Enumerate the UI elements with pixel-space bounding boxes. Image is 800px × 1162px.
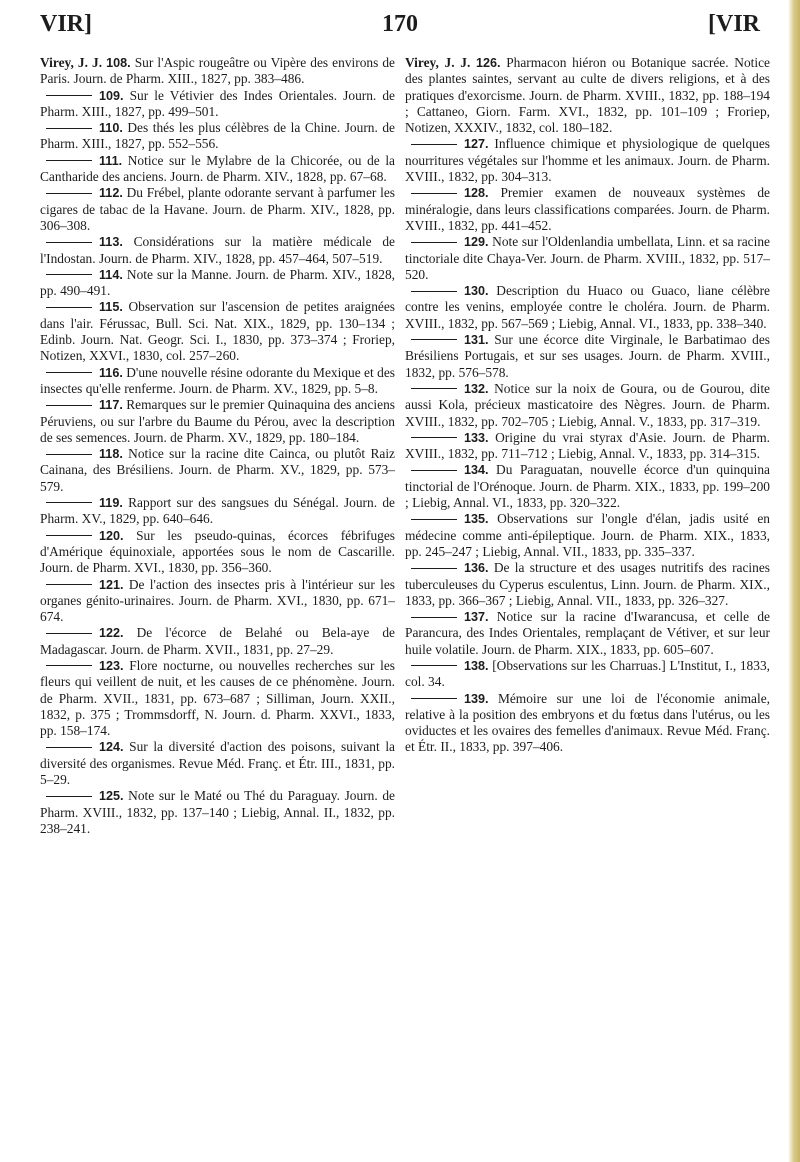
bibliography-entry [40, 577, 395, 626]
ditto-dash [46, 274, 92, 275]
entry-number: 112. [99, 186, 123, 201]
entry-text: Du Paraguatan, nouvelle écorce d'un quinquina tinctorial de l'Orénoque. Journ. de Pharm. XIX., 1833, pp. 199–200 ; Liebig, Annal. VI., 1833, pp. 320–322. [405, 462, 770, 511]
bibliography-entry [405, 283, 770, 332]
ditto-dash [46, 128, 92, 129]
bibliography-entry [40, 120, 395, 153]
entry-text: D'une nouvelle résine odorante du Mexique et des insectes qu'elle renferme. Journ. de Pharm. XV., 1829, pp. 5–8. [40, 364, 395, 396]
entry-number: 137. [464, 610, 489, 625]
entry-text: Flore nocturne, ou nouvelles recherches sur les fleurs qui veillent de nuit, et les causes de ce phénomène. Journ. de Pharm. XVII., 1831, pp. 673–687 ; Silliman, Journ. XXII., 1832, p. 375 ; Trommsdorff, N. Journ. d. Pharm. XXVI., 1833, pp. 158–174. [40, 657, 395, 739]
header-right: [VIR [708, 11, 760, 37]
entry-text: Sur une écorce dite Virginale, le Barbatimao des Brésiliens Portugais, et sur ses usages. Journ. de Pharm. XVIII., 1832, pp. 576–578. [405, 332, 770, 380]
entry-number: 125. [99, 789, 124, 804]
entry-author: Virey, J. J. [405, 55, 471, 70]
entry-number: 111. [99, 153, 123, 168]
entry-number: 117. [99, 398, 123, 413]
ditto-dash [46, 633, 92, 634]
entry-text: Considérations sur la matière médicale de l'Indostan. Journ. de Pharm. XIV., 1828, pp. 457–464, 507–519. [40, 234, 395, 266]
bibliography-entry [40, 528, 395, 577]
bibliography-entry [405, 55, 770, 136]
entry-number: 124. [99, 740, 124, 755]
bibliography-entry [405, 332, 770, 381]
ditto-dash [46, 747, 92, 748]
ditto-dash [46, 665, 92, 666]
ditto-dash [46, 372, 92, 373]
entry-number: 130. [464, 284, 489, 299]
bibliography-entry [40, 234, 395, 267]
entry-text: Observation sur l'ascension de petites araignées dans l'air. Férussac, Bull. Sci. Nat. XIX., 1829, pp. 130–134 ; Edinb. Journ. Nat. Geogr. Sci. I., 1830, pp. 373–374 ; Froriep, Notizen, XXVI., 1830, col. 257–260. [40, 299, 395, 364]
entry-text: Origine du vrai styrax d'Asie. Journ. de Pharm. XVIII., 1832, pp. 711–712 ; Liebig, Annal. V., 1833, pp. 314–315. [405, 429, 770, 462]
bibliography-entry [405, 234, 770, 283]
entry-text: Description du Huaco ou Guaco, liane célèbre contre les venins, employée contre le choléra. Journ. de Pharm. XVIII., 1832, pp. 567–569 ; Liebig, Annal. VI., 1833, pp. 338–340. [405, 283, 770, 331]
entry-number: 120. [99, 528, 124, 543]
entry-number: 128. [464, 186, 489, 201]
entry-number: 114. [99, 267, 123, 282]
ditto-dash [411, 437, 457, 438]
bibliography-entry [40, 739, 395, 788]
ditto-dash [411, 665, 457, 666]
entry-number: 126. [475, 56, 501, 70]
ditto-dash [411, 698, 457, 699]
entry-text: Notice sur le Mylabre de la Chicorée, ou de la Cantharide des anciens. Journ. de Pharm. XIV., 1828, pp. 67–68. [40, 152, 396, 185]
entry-number: 131. [464, 333, 489, 348]
ditto-dash [411, 519, 457, 520]
entry-author: Virey, J. J. [40, 55, 103, 70]
ditto-dash [46, 307, 92, 308]
entry-number: 108. [106, 56, 131, 70]
bibliography-entry [40, 88, 395, 121]
entry-text: Observations sur l'ongle d'élan, jadis usité en médecine comme anti-épileptique. Journ. de Pharm. XIX., 1833, pp. 245–247 ; Liebig, Annal. VII., 1833, pp. 335–337. [405, 511, 770, 559]
entry-text: Notice sur la racine dite Cainca, ou plutôt Raiz Cainana, des Brésiliens. Journ. de Pharm. XV., 1829, pp. 573–579. [40, 446, 395, 494]
bibliography-entry [405, 381, 770, 430]
bibliography-entry [40, 55, 395, 88]
entry-number: 119. [99, 496, 123, 511]
entry-number: 138. [464, 658, 489, 673]
entry-text: De l'action des insectes pris à l'intérieur sur les organes génito-urinaires. Journ. de Pharm. XVI., 1830, pp. 671–674. [40, 576, 395, 625]
bibliography-entry [405, 430, 770, 463]
entry-text: Notice sur la racine d'Iwarancusa, et celle de Parancura, des Indes Orientales, remplaçant de Vétiver, et sur leur huile volatile. Journ. de Pharm. XIX., 1833, pp. 605–607. [405, 609, 770, 657]
ditto-dash [411, 617, 457, 618]
entry-text: Sur l'Aspic rougeâtre ou Vipère des environs de Paris. Journ. de Pharm. XIII., 1827, pp. 383–486. [40, 55, 395, 87]
entry-number: 115. [99, 300, 123, 315]
ditto-dash [411, 291, 457, 292]
bibliography-entry [40, 185, 395, 234]
entry-text: Du Frébel, plante odorante servant à parfumer les cigares de tabac de la Havane. Journ. de Pharm. XIV., 1828, pp. 306–308. [40, 185, 395, 233]
bibliography-entry [40, 625, 395, 658]
ditto-dash [46, 584, 92, 585]
entry-number: 110. [99, 121, 123, 136]
ditto-dash [46, 454, 92, 455]
left-column [40, 55, 395, 837]
bibliography-entry [405, 609, 770, 658]
ditto-dash [411, 193, 457, 194]
bibliography-entry [40, 153, 395, 186]
bibliography-entry [40, 495, 395, 528]
ditto-dash [46, 160, 92, 161]
bibliography-entry [40, 365, 395, 398]
bibliography-entry [40, 658, 395, 739]
entry-number: 129. [464, 235, 489, 250]
entry-number: 136. [464, 561, 489, 576]
page-edge [788, 0, 800, 1162]
running-header [40, 4, 760, 44]
entry-number: 121. [99, 577, 124, 592]
bibliography-entry [40, 446, 395, 495]
entry-text: Influence chimique et physiologique de quelques nourritures végétales sur l'homme et les animaux. Journ. de Pharm. XVIII., 1832, pp. 304–313. [405, 136, 770, 185]
entry-text: Mémoire sur une loi de l'économie animale, relative à la position des embryons et du fœtus dans l'utérus, ou les oviductes et les ovaires des femelles d'animaux. Revue Méd. Franç. et Étr. II., 1833, pp. 397–406. [405, 690, 770, 755]
ditto-dash [411, 144, 457, 145]
ditto-dash [411, 388, 457, 389]
entry-text: Note sur le Maté ou Thé du Paraguay. Journ. de Pharm. XVIII., 1832, pp. 137–140 ; Liebig, Annal. II., 1832, pp. 238–241. [40, 788, 395, 836]
bibliography-entry [40, 788, 395, 837]
bibliography-entry [405, 462, 770, 511]
bibliography-entry [40, 397, 395, 446]
entry-text: Pharmacon hiéron ou Botanique sacrée. Notice des plantes saintes, servant au culte de divers religions, et à des pratiques d'exorcisme. Journ. de Pharm. XVIII., 1832, pp. 188–194 ; Cattaneo, Giorn. Farm. XVI., 1832, pp. 101–109 ; Froriep, Notizen, XXXIV., 1832, col. 180–182. [405, 55, 770, 136]
entry-text: Note sur l'Oldenlandia umbellata, Linn. et sa racine tinctoriale dite Chaya-Ver. Journ. de Pharm. XVIII., 1832, pp. 517–520. [405, 234, 770, 282]
entry-text: Sur la diversité d'action des poisons, suivant la diversité des organismes. Revue Méd. Franç. et Étr. III., 1831, pp. 5–29. [40, 739, 395, 788]
entry-number: 127. [464, 137, 489, 152]
entry-text: Sur les pseudo-quinas, écorces fébrifuges d'Amérique équinoxiale, apportées sous le nom de Cascarille. Journ. de Pharm. XVI., 1830, pp. 356–360. [40, 527, 395, 576]
entry-number: 133. [464, 430, 489, 445]
bibliography-entry [405, 185, 770, 234]
bibliography-entry [40, 299, 395, 364]
entry-text: Sur le Vétivier des Indes Orientales. Journ. de Pharm. XIII., 1827, pp. 499–501. [40, 87, 395, 119]
entry-text: De la structure et des usages nutritifs des racines tuberculeuses du Cyperus esculentus, Linn. Journ. de Pharm. XIX., 1833, pp. 366–367 ; Liebig, Annal. VII., 1833, pp. 326–327. [405, 560, 770, 608]
ditto-dash [411, 470, 457, 471]
bibliography-entry [405, 691, 770, 756]
page-number: 170 [382, 11, 418, 37]
ditto-dash [46, 796, 92, 797]
entry-text: [Observations sur les Charruas.] L'Institut, I., 1833, col. 34. [405, 657, 770, 690]
ditto-dash [46, 95, 92, 96]
ditto-dash [411, 339, 457, 340]
entry-number: 109. [99, 88, 124, 103]
entry-text: De l'écorce de Belahé ou Bela-aye de Madagascar. Journ. de Pharm. XVII., 1831, pp. 27–29. [40, 625, 395, 657]
entry-number: 134. [464, 463, 489, 478]
entry-number: 123. [99, 658, 124, 673]
entry-text: Des thés les plus célèbres de la Chine. Journ. de Pharm. XIII., 1827, pp. 552–556. [40, 120, 395, 152]
entry-number: 132. [464, 381, 489, 396]
entry-text: Notice sur la noix de Goura, ou de Gourou, dite aussi Kola, précieux masticatoire des Nègres. Journ. de Pharm. XVIII., 1832, pp. 702–705 ; Liebig, Annal. V., 1833, pp. 317–319. [405, 380, 770, 429]
ditto-dash [46, 405, 92, 406]
entry-text: Rapport sur des sangsues du Sénégal. Journ. de Pharm. XV., 1829, pp. 640–646. [40, 495, 395, 527]
ditto-dash [46, 502, 92, 503]
entry-number: 116. [99, 365, 123, 380]
ditto-dash [46, 193, 92, 194]
header-left: VIR] [40, 11, 92, 37]
entry-number: 118. [99, 447, 123, 462]
bibliography-entry [405, 136, 770, 185]
right-column [405, 55, 770, 756]
bibliography-entry [405, 560, 770, 609]
entry-number: 122. [99, 626, 124, 641]
entry-text: Note sur la Manne. Journ. de Pharm. XIV., 1828, pp. 490–491. [40, 266, 395, 299]
entry-number: 135. [464, 512, 489, 527]
ditto-dash [46, 242, 92, 243]
ditto-dash [411, 242, 457, 243]
entry-text: Remarques sur le premier Quinaquina des anciens Péruviens, ou sur l'arbre du Baume du Pérou, avec la description de ses semences. Journ. de Pharm. XV., 1829, pp. 180–184. [40, 397, 395, 445]
entry-number: 139. [464, 691, 489, 706]
bibliography-entry [40, 267, 395, 300]
bibliography-entry [405, 511, 770, 560]
entry-text: Premier examen de nouveaux systèmes de minéralogie, dans leurs classifications comparées. Journ. de Pharm. XVIII., 1832, pp. 441–452. [405, 185, 770, 233]
ditto-dash [411, 568, 457, 569]
bibliography-entry [405, 658, 770, 691]
entry-number: 113. [99, 235, 123, 250]
ditto-dash [46, 535, 92, 536]
